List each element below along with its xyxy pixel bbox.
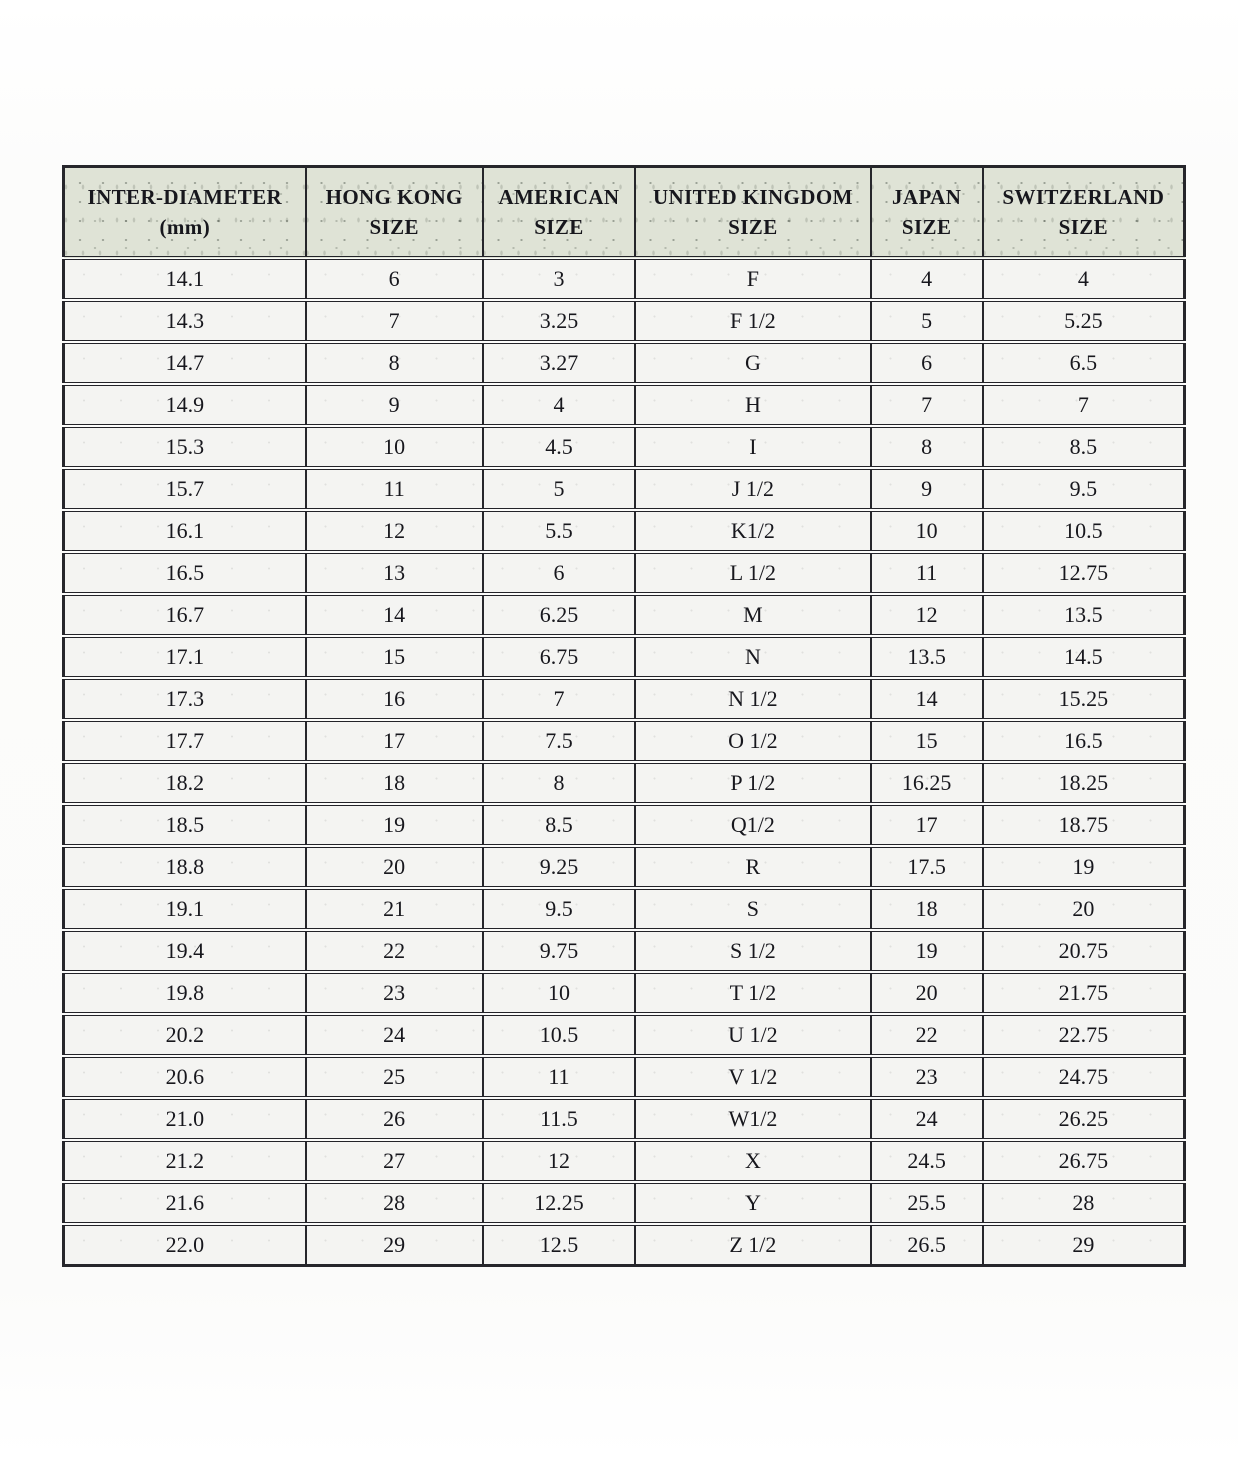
cell-japan-size: 14 — [871, 678, 983, 720]
cell-inter-diameter: 14.7 — [64, 342, 306, 384]
column-header-line2: SIZE — [728, 215, 778, 239]
column-header-line1: UNITED KINGDOM — [652, 184, 853, 209]
cell-japan-size: 8 — [871, 426, 983, 468]
cell-inter-diameter: 21.0 — [64, 1098, 306, 1140]
cell-united-kingdom-size: F — [635, 258, 870, 300]
cell-switzerland-size: 29 — [983, 1224, 1185, 1266]
cell-inter-diameter: 16.1 — [64, 510, 306, 552]
cell-hong-kong-size: 15 — [306, 636, 483, 678]
cell-american-size: 9.75 — [483, 930, 635, 972]
table-row — [64, 1224, 1185, 1266]
table-row — [64, 342, 1185, 384]
cell-american-size: 7.5 — [483, 720, 635, 762]
cell-american-size: 3.27 — [483, 342, 635, 384]
cell-united-kingdom-size: Y — [635, 1182, 870, 1224]
ring-size-conversion-table-wrap — [62, 165, 1186, 1267]
table-row — [64, 1056, 1185, 1098]
column-header-line2: SIZE — [901, 215, 952, 239]
cell-japan-size: 5 — [871, 300, 983, 342]
cell-united-kingdom-size: F 1/2 — [635, 300, 870, 342]
table-row — [64, 678, 1185, 720]
cell-united-kingdom-size: N — [635, 636, 870, 678]
cell-inter-diameter: 18.5 — [64, 804, 306, 846]
column-header-line1: JAPAN — [892, 184, 962, 209]
column-header-hong-kong-size — [306, 167, 483, 259]
table-row — [64, 720, 1185, 762]
cell-hong-kong-size: 14 — [306, 594, 483, 636]
table-row — [64, 468, 1185, 510]
column-header-line1: INTER-DIAMETER — [87, 184, 283, 209]
table-row — [64, 972, 1185, 1014]
cell-hong-kong-size: 10 — [306, 426, 483, 468]
cell-american-size: 10 — [483, 972, 635, 1014]
cell-united-kingdom-size: G — [635, 342, 870, 384]
table-row — [64, 1014, 1185, 1056]
cell-hong-kong-size: 8 — [306, 342, 483, 384]
cell-united-kingdom-size: P 1/2 — [635, 762, 870, 804]
table-row — [64, 1098, 1185, 1140]
cell-inter-diameter: 21.6 — [64, 1182, 306, 1224]
column-header-line2: (mm) — [159, 215, 211, 239]
cell-hong-kong-size: 6 — [306, 258, 483, 300]
cell-united-kingdom-size: Z 1/2 — [635, 1224, 870, 1266]
cell-american-size: 6.75 — [483, 636, 635, 678]
cell-hong-kong-size: 24 — [306, 1014, 483, 1056]
column-header-line2: SIZE — [534, 215, 584, 239]
column-header-line1: HONG KONG — [325, 184, 463, 209]
cell-inter-diameter: 16.5 — [64, 552, 306, 594]
cell-japan-size: 16.25 — [871, 762, 983, 804]
table-row — [64, 636, 1185, 678]
cell-hong-kong-size: 7 — [306, 300, 483, 342]
cell-switzerland-size: 21.75 — [983, 972, 1185, 1014]
column-header-line2: SIZE — [1058, 215, 1109, 239]
table-row — [64, 846, 1185, 888]
table-row — [64, 762, 1185, 804]
cell-switzerland-size: 13.5 — [983, 594, 1185, 636]
column-header-switzerland-size — [983, 167, 1185, 259]
table-row — [64, 426, 1185, 468]
cell-inter-diameter: 21.2 — [64, 1140, 306, 1182]
cell-inter-diameter: 14.9 — [64, 384, 306, 426]
cell-inter-diameter: 17.1 — [64, 636, 306, 678]
cell-japan-size: 6 — [871, 342, 983, 384]
cell-switzerland-size: 14.5 — [983, 636, 1185, 678]
cell-hong-kong-size: 16 — [306, 678, 483, 720]
cell-united-kingdom-size: O 1/2 — [635, 720, 870, 762]
table-row — [64, 1140, 1185, 1182]
cell-hong-kong-size: 20 — [306, 846, 483, 888]
cell-american-size: 6.25 — [483, 594, 635, 636]
column-header-line1: AMERICAN — [498, 184, 620, 209]
cell-inter-diameter: 20.2 — [64, 1014, 306, 1056]
cell-inter-diameter: 14.1 — [64, 258, 306, 300]
cell-switzerland-size: 16.5 — [983, 720, 1185, 762]
cell-hong-kong-size: 29 — [306, 1224, 483, 1266]
cell-american-size: 9.25 — [483, 846, 635, 888]
cell-inter-diameter: 16.7 — [64, 594, 306, 636]
column-header-line2: SIZE — [369, 215, 419, 239]
table-row — [64, 594, 1185, 636]
cell-switzerland-size: 26.25 — [983, 1098, 1185, 1140]
cell-switzerland-size: 20.75 — [983, 930, 1185, 972]
table-body — [64, 258, 1185, 1266]
cell-japan-size: 19 — [871, 930, 983, 972]
cell-japan-size: 13.5 — [871, 636, 983, 678]
column-header-japan-size — [871, 167, 983, 259]
cell-hong-kong-size: 17 — [306, 720, 483, 762]
cell-switzerland-size: 20 — [983, 888, 1185, 930]
cell-switzerland-size: 7 — [983, 384, 1185, 426]
cell-american-size: 3 — [483, 258, 635, 300]
cell-united-kingdom-size: K1/2 — [635, 510, 870, 552]
table-row — [64, 930, 1185, 972]
cell-japan-size: 7 — [871, 384, 983, 426]
cell-japan-size: 10 — [871, 510, 983, 552]
cell-united-kingdom-size: S — [635, 888, 870, 930]
cell-hong-kong-size: 25 — [306, 1056, 483, 1098]
table-row — [64, 384, 1185, 426]
cell-japan-size: 11 — [871, 552, 983, 594]
cell-united-kingdom-size: T 1/2 — [635, 972, 870, 1014]
cell-inter-diameter: 18.2 — [64, 762, 306, 804]
cell-american-size: 4.5 — [483, 426, 635, 468]
cell-american-size: 10.5 — [483, 1014, 635, 1056]
table-row — [64, 804, 1185, 846]
cell-american-size: 11 — [483, 1056, 635, 1098]
cell-switzerland-size: 10.5 — [983, 510, 1185, 552]
cell-hong-kong-size: 9 — [306, 384, 483, 426]
cell-american-size: 5 — [483, 468, 635, 510]
cell-switzerland-size: 22.75 — [983, 1014, 1185, 1056]
column-header-united-kingdom-size — [635, 167, 870, 259]
cell-japan-size: 22 — [871, 1014, 983, 1056]
table-row — [64, 258, 1185, 300]
cell-american-size: 12.25 — [483, 1182, 635, 1224]
cell-united-kingdom-size: X — [635, 1140, 870, 1182]
cell-switzerland-size: 15.25 — [983, 678, 1185, 720]
cell-inter-diameter: 15.7 — [64, 468, 306, 510]
cell-japan-size: 20 — [871, 972, 983, 1014]
cell-switzerland-size: 19 — [983, 846, 1185, 888]
table-row — [64, 300, 1185, 342]
cell-united-kingdom-size: V 1/2 — [635, 1056, 870, 1098]
cell-switzerland-size: 6.5 — [983, 342, 1185, 384]
cell-inter-diameter: 18.8 — [64, 846, 306, 888]
cell-hong-kong-size: 22 — [306, 930, 483, 972]
cell-american-size: 11.5 — [483, 1098, 635, 1140]
cell-japan-size: 23 — [871, 1056, 983, 1098]
cell-american-size: 5.5 — [483, 510, 635, 552]
cell-inter-diameter: 22.0 — [64, 1224, 306, 1266]
cell-switzerland-size: 18.25 — [983, 762, 1185, 804]
cell-hong-kong-size: 26 — [306, 1098, 483, 1140]
cell-switzerland-size: 4 — [983, 258, 1185, 300]
cell-united-kingdom-size: I — [635, 426, 870, 468]
cell-american-size: 12.5 — [483, 1224, 635, 1266]
cell-american-size: 9.5 — [483, 888, 635, 930]
cell-american-size: 6 — [483, 552, 635, 594]
cell-united-kingdom-size: U 1/2 — [635, 1014, 870, 1056]
cell-inter-diameter: 17.3 — [64, 678, 306, 720]
cell-hong-kong-size: 12 — [306, 510, 483, 552]
cell-switzerland-size: 28 — [983, 1182, 1185, 1224]
cell-japan-size: 24.5 — [871, 1140, 983, 1182]
cell-switzerland-size: 24.75 — [983, 1056, 1185, 1098]
column-header-line1: SWITZERLAND — [1002, 184, 1165, 209]
cell-japan-size: 15 — [871, 720, 983, 762]
cell-united-kingdom-size: N 1/2 — [635, 678, 870, 720]
cell-switzerland-size: 5.25 — [983, 300, 1185, 342]
cell-united-kingdom-size: M — [635, 594, 870, 636]
table-row — [64, 510, 1185, 552]
cell-american-size: 3.25 — [483, 300, 635, 342]
cell-inter-diameter: 14.3 — [64, 300, 306, 342]
cell-united-kingdom-size: Q1/2 — [635, 804, 870, 846]
cell-hong-kong-size: 23 — [306, 972, 483, 1014]
cell-american-size: 4 — [483, 384, 635, 426]
cell-united-kingdom-size: L 1/2 — [635, 552, 870, 594]
cell-hong-kong-size: 13 — [306, 552, 483, 594]
cell-hong-kong-size: 18 — [306, 762, 483, 804]
cell-japan-size: 26.5 — [871, 1224, 983, 1266]
cell-american-size: 8.5 — [483, 804, 635, 846]
cell-united-kingdom-size: W1/2 — [635, 1098, 870, 1140]
cell-japan-size: 17.5 — [871, 846, 983, 888]
cell-hong-kong-size: 28 — [306, 1182, 483, 1224]
column-header-inter-diameter — [64, 167, 306, 259]
cell-switzerland-size: 26.75 — [983, 1140, 1185, 1182]
cell-inter-diameter: 19.8 — [64, 972, 306, 1014]
cell-inter-diameter: 15.3 — [64, 426, 306, 468]
cell-japan-size: 9 — [871, 468, 983, 510]
cell-united-kingdom-size: S 1/2 — [635, 930, 870, 972]
cell-inter-diameter: 19.4 — [64, 930, 306, 972]
cell-hong-kong-size: 27 — [306, 1140, 483, 1182]
column-header-american-size — [483, 167, 635, 259]
cell-united-kingdom-size: R — [635, 846, 870, 888]
table-row — [64, 552, 1185, 594]
table-header-row — [64, 167, 1185, 259]
cell-american-size: 8 — [483, 762, 635, 804]
cell-switzerland-size: 8.5 — [983, 426, 1185, 468]
cell-united-kingdom-size: J 1/2 — [635, 468, 870, 510]
cell-japan-size: 12 — [871, 594, 983, 636]
cell-japan-size: 24 — [871, 1098, 983, 1140]
cell-japan-size: 25.5 — [871, 1182, 983, 1224]
table-row — [64, 1182, 1185, 1224]
cell-japan-size: 17 — [871, 804, 983, 846]
cell-american-size: 12 — [483, 1140, 635, 1182]
cell-japan-size: 18 — [871, 888, 983, 930]
cell-united-kingdom-size: H — [635, 384, 870, 426]
cell-switzerland-size: 18.75 — [983, 804, 1185, 846]
cell-hong-kong-size: 11 — [306, 468, 483, 510]
cell-switzerland-size: 12.75 — [983, 552, 1185, 594]
cell-inter-diameter: 17.7 — [64, 720, 306, 762]
cell-switzerland-size: 9.5 — [983, 468, 1185, 510]
cell-inter-diameter: 19.1 — [64, 888, 306, 930]
cell-hong-kong-size: 21 — [306, 888, 483, 930]
table-row — [64, 888, 1185, 930]
ring-size-conversion-table — [62, 165, 1186, 1267]
cell-american-size: 7 — [483, 678, 635, 720]
cell-inter-diameter: 20.6 — [64, 1056, 306, 1098]
cell-hong-kong-size: 19 — [306, 804, 483, 846]
cell-japan-size: 4 — [871, 258, 983, 300]
